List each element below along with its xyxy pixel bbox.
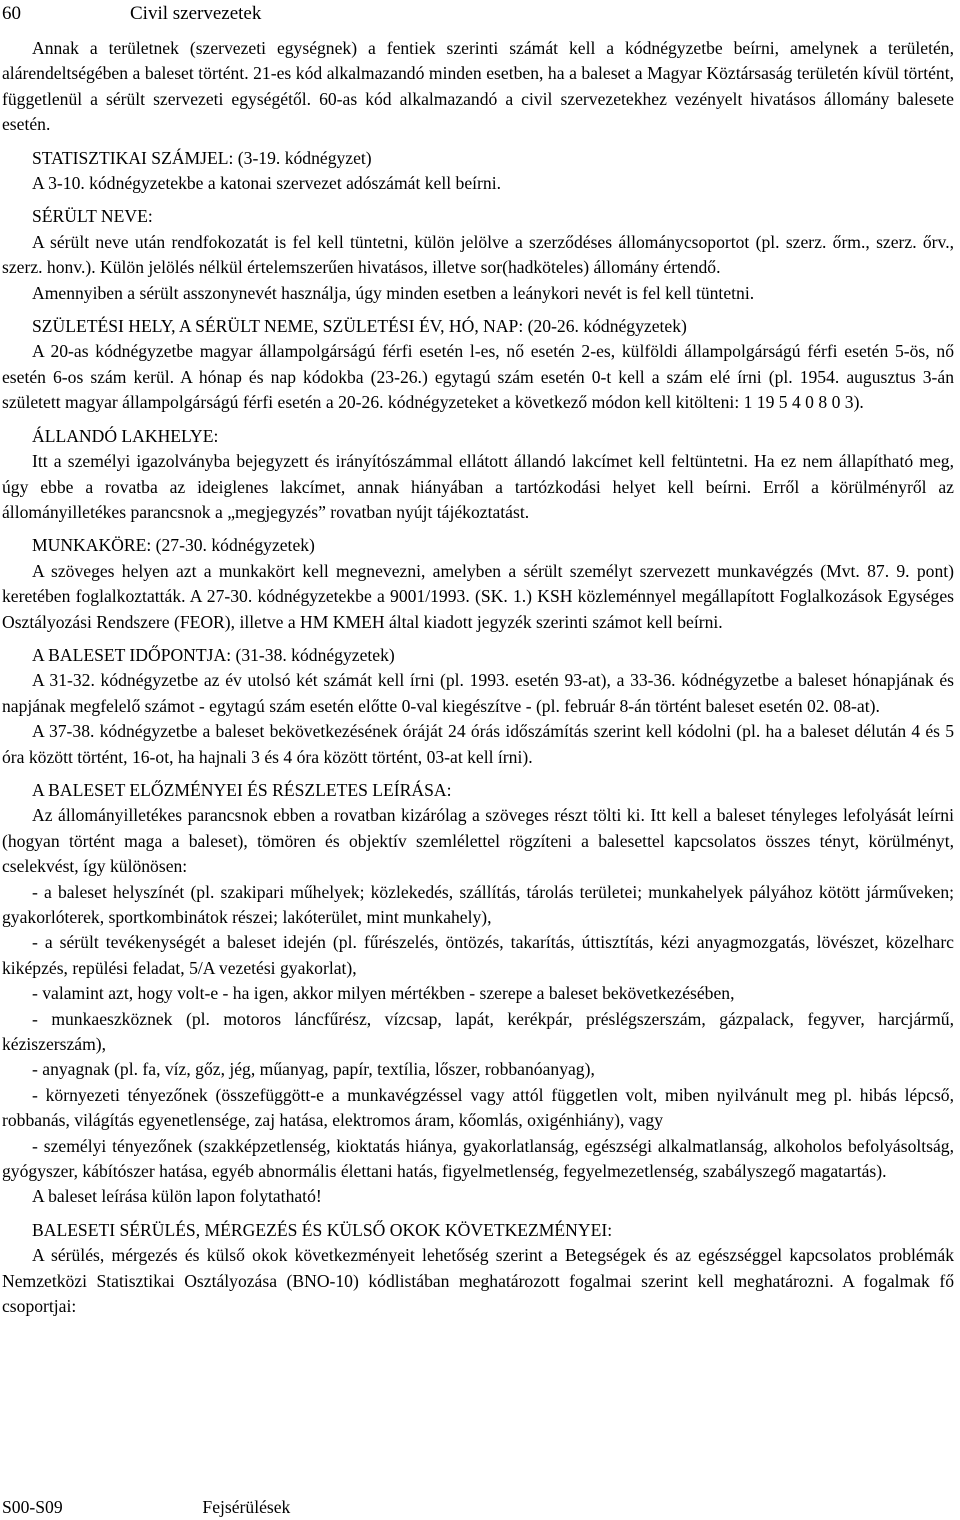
section-heading: A BALESET ELŐZMÉNYEI ÉS RÉSZLETES LEÍRÁSA:	[32, 779, 452, 800]
list-item: - a sérült tevékenységét a baleset idején (pl. fűrészelés, öntözés, takarítás, úttisztítás, kézi anyagmozgatás, lövészet, közelharc kiképzés, repülési feladat, 5/A vezetési gyakorlat),	[2, 932, 954, 978]
paragraph: A baleset leírása külön lapon folytatható!	[32, 1186, 322, 1207]
section-heading: SÉRÜLT NEVE:	[32, 206, 153, 227]
section-heading: BALESETI SÉRÜLÉS, MÉRGEZÉS ÉS KÜLSŐ OKOK KÖVETKEZMÉNYEI:	[32, 1219, 613, 1240]
running-title: Civil szervezetek	[130, 3, 262, 24]
bno-code: S00-S09	[2, 1497, 63, 1517]
section-heading: MUNKAKÖRE: (27-30. kódnégyzetek)	[32, 535, 315, 556]
list-item: - a baleset helyszínét (pl. szakipari műhelyek; közlekedés, szállítás, tárolás területei; munkahelyek pályához kötött járműveken; gyakorlóterek, sportkombinátok részei; lakóterület, mint munkahely),	[2, 881, 954, 927]
paragraph: A szöveges helyen azt a munkakört kell megnevezni, amelyben a sérült személyt szervezett munkavégzés (Mvt. 87. 9. pont) keretében foglalkoztatták. A 27-30. kódnégyzetekbe a 9001/1993. (SK. 1.) KSH közleménnyel megállapított Foglalkozások Egységes Osztályozási Rendszere (FEOR), illetve a HM KMEH által kiadott jegyzék szerinti számot kell beírni.	[2, 560, 954, 632]
paragraph: A 37-38. kódnégyzetbe a baleset bekövetkezésének óráját 24 órás időszámítás szerint kell kódolni (pl. ha a baleset délután 4 és 5 óra között történt, 16-ot, ha hajnali 3 és 4 óra között történt, 03-at kell írni).	[2, 721, 954, 767]
section-heading: SZÜLETÉSI HELY, A SÉRÜLT NEME, SZÜLETÉSI ÉV, HÓ, NAP: (20-26. kódnégyzetek)	[32, 316, 687, 337]
page-body	[2, 36, 954, 1320]
bno-group-label: Fejsérülések	[202, 1497, 291, 1517]
paragraph: A 20-as kódnégyzetbe magyar állampolgárságú férfi esetén l-es, nő esetén 2-es, külföldi állampolgárságú férfi esetén 5-ös, nő esetén 6-os szám kerül. A hónap és nap kódokba (23-26.) egytagú szám esetén 0-t kell a szám elé írni (pl. 1954. augusztus 3-án született magyar állampolgárságú férfi esetén a 20-26. kódnégyzeteket a következő módon kell kitölteni: 1 19 5 4 0 8 0 3).	[2, 341, 954, 413]
page-number: 60	[2, 3, 21, 24]
section-heading: A BALESET IDŐPONTJA: (31-38. kódnégyzetek)	[32, 644, 395, 665]
paragraph: Az állományilletékes parancsnok ebben a rovatban kizárólag a szöveges részt tölti ki. Itt kell a baleset tényleges lefolyását leírni (hogyan történt maga a baleset), tömören és objektív szemlélettel rögzíteni a balesettel kapcsolatos összes tényt, körülményt, cselekvést, így különösen:	[2, 805, 954, 877]
list-item: - munkaeszköznek (pl. motoros láncfűrész, vízcsap, lapát, kerékpár, préslégszerszám, gázpalack, fegyver, harcjármű, kéziszerszám),	[2, 1008, 954, 1055]
paragraph: A sérülés, mérgezés és külső okok következményeit lehetőség szerint a Betegségek és az egészséggel kapcsolatos problémák Nemzetközi Statisztikai Osztályozása (BNO-10) kódlistában meghatározott fogalmai szerint kell meghatározni. A fogalmak fő csoportjai:	[2, 1245, 954, 1317]
section-heading: STATISZTIKAI SZÁMJEL: (3-19. kódnégyzet)	[32, 147, 372, 168]
list-item: - környezeti tényezőnek (összefüggött-e a munkavégzéssel vagy attól független volt, miben nyilvánult meg pl. hibás lépcső, robbanás, világítás egyenetlensége, zaj hatása, elektromos áram, kőomlás, oxigénhiány), vagy	[2, 1084, 954, 1131]
list-item: - valamint azt, hogy volt-e - ha igen, akkor milyen mértékben - szerepe a baleset bekövetkezésében,	[32, 983, 735, 1004]
list-item: - anyagnak (pl. fa, víz, gőz, jég, műanyag, papír, textília, lőszer, robbanóanyag),	[32, 1059, 595, 1080]
paragraph: A 3-10. kódnégyzetekbe a katonai szervezet adószámát kell beírni.	[32, 173, 501, 194]
page-header	[0, 0, 960, 26]
section-heading: ÁLLANDÓ LAKHELYE:	[32, 425, 219, 446]
paragraph: A sérült neve után rendfokozatát is fel kell tüntetni, külön jelölve a szerződéses állománycsoportot (pl. szerz. őrm., szerz. őrv., szerz. honv.). Külön jelölés nélkül értelemszerűen hivatásos, illetve sor(hadköteles) állomány értendő.	[2, 231, 954, 278]
paragraph: Itt a személyi igazolványba bejegyzett és irányítószámmal ellátott állandó lakcímet kell feltüntetni. Ha ez nem állapítható meg, úgy ebbe a rovatba az ideiglenes lakcímet, annak hiányában a tartózkodási helyet kell beírni. Erről a körülményről az állományilletékes parancsnok a „megjegyzés” rovatban nyújt tájékoztatást.	[2, 451, 954, 522]
footer-list-entry	[2, 1495, 290, 1520]
paragraph: Amennyiben a sérült asszonynevét használja, úgy minden esetben a leánykori nevét is fel kell tüntetni.	[32, 282, 755, 303]
paragraph: A 31-32. kódnégyzetbe az év utolsó két számát kell írni (pl. 1993. esetén 93-at), a 33-36. kódnégyzetbe a baleset hónapjának és napjának megfelelő számot - egytagú szám esetén előtte 0-val kiegészítve - (pl. február 8-án történt baleset esetén 02. 08-at).	[2, 670, 954, 716]
paragraph: Annak a területnek (szervezeti egységnek) a fentiek szerinti számát kell a kódnégyzetbe beírni, amelynek a területén, alárendeltségében a baleset történt. 21-es kód alkalmazandó minden esetben, ha a baleset a Magyar Köztársaság területén kívül történt, függetlenül a sérült szervezeti egységétől. 60-as kód alkalmazandó a civil szervezetekhez vezényelt hivatásos állomány balesete esetén.	[2, 38, 954, 135]
list-item: - személyi tényezőnek (szakképzetlenség, kioktatás hiánya, gyakorlatlanság, egészségi alkalmatlanság, alkoholos befolyásoltság, gyógyszer, kábítószer hatása, egyéb abnormális élettani hatás, figyelmetlenség, fegyelmezetlenség, szabályszegő magatartás).	[2, 1135, 954, 1182]
